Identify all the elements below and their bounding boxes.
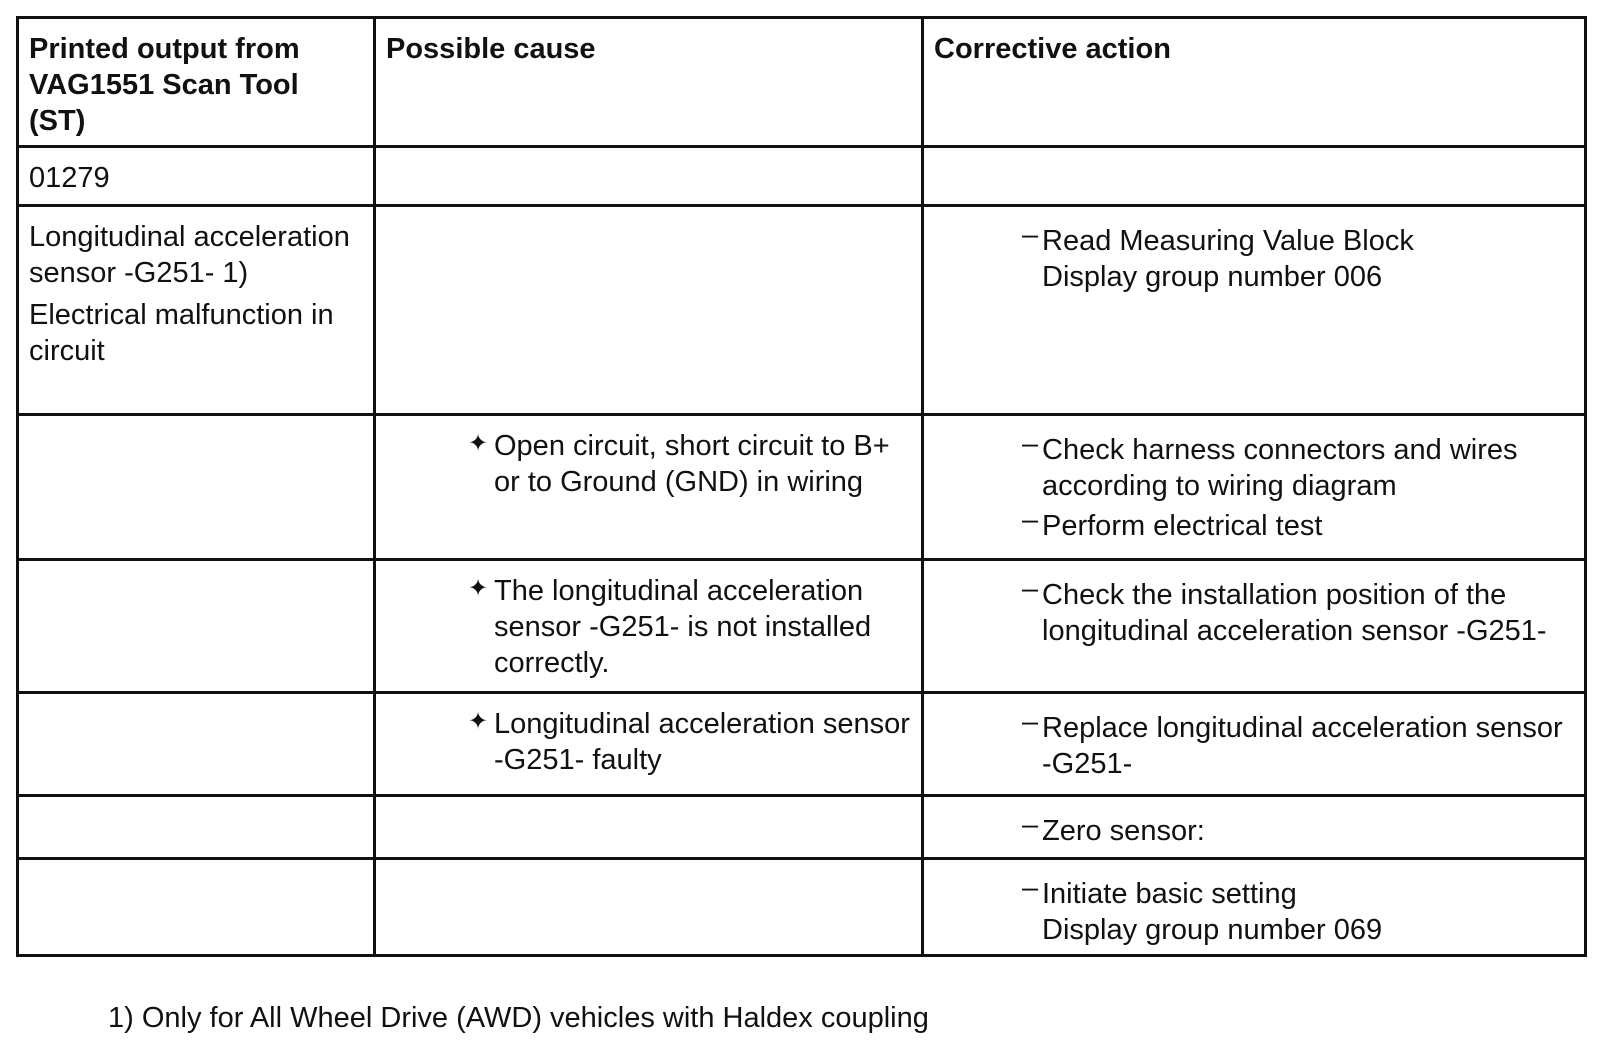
cause-cell <box>375 206 923 415</box>
cause-cell <box>375 796 923 859</box>
cause-item <box>386 428 911 500</box>
action-subtext: Display group number 069 <box>1042 914 1383 946</box>
header-corrective-action: Corrective action <box>923 18 1586 147</box>
output-cell <box>18 859 375 956</box>
output-cell <box>18 206 375 415</box>
action-cell <box>923 560 1586 693</box>
bullet-marker: ✦ <box>468 708 489 735</box>
dash-marker: – <box>1022 219 1039 251</box>
action-item <box>934 428 1574 504</box>
cause-cell <box>375 859 923 956</box>
action-item <box>934 573 1574 649</box>
action-text: Replace longitudinal acceleration sensor -G251- <box>1042 712 1563 780</box>
action-cell <box>923 206 1586 415</box>
table-row <box>18 796 1586 859</box>
action-text: Read Measuring Value Block <box>1042 225 1414 257</box>
dash-marker: – <box>1022 872 1039 904</box>
cause-cell <box>375 147 923 206</box>
dash-marker: – <box>1022 573 1039 605</box>
table-row <box>18 560 1586 693</box>
header-printed-output: Printed output from VAG1551 Scan Tool (ST) <box>18 18 375 147</box>
header-row <box>18 18 1586 147</box>
action-text: Zero sensor: <box>1042 815 1205 847</box>
action-cell <box>923 693 1586 796</box>
bullet-marker: ✦ <box>468 430 489 457</box>
action-text: Check harness connectors and wires according to wiring diagram <box>1042 434 1518 502</box>
action-item <box>934 809 1574 849</box>
action-text: Check the installation position of the longitudinal acceleration sensor -G251- <box>1042 579 1547 647</box>
fault-code-table <box>16 16 1587 957</box>
footnote: 1) Only for All Wheel Drive (AWD) vehicles with Haldex coupling <box>108 1002 929 1034</box>
cause-item <box>386 706 911 778</box>
header-possible-cause: Possible cause <box>375 18 923 147</box>
output-cell <box>18 693 375 796</box>
cause-cell <box>375 560 923 693</box>
output-cell <box>18 415 375 560</box>
output-cell <box>18 796 375 859</box>
table-row <box>18 859 1586 956</box>
action-text: Perform electrical test <box>1042 510 1323 542</box>
cause-cell <box>375 693 923 796</box>
action-text: Initiate basic setting <box>1042 878 1297 910</box>
action-cell <box>923 415 1586 560</box>
dash-marker: – <box>1022 706 1039 738</box>
fault-type: Electrical malfunction in circuit <box>29 299 334 367</box>
action-cell <box>923 796 1586 859</box>
table-row <box>18 147 1586 206</box>
fault-description: Longitudinal acceleration sensor -G251- 1) <box>29 221 350 289</box>
action-item <box>934 504 1574 544</box>
table-row <box>18 693 1586 796</box>
cause-text: The longitudinal acceleration sensor -G251- is not installed correctly. <box>494 575 872 679</box>
action-cell <box>923 147 1586 206</box>
dash-marker: – <box>1022 428 1039 460</box>
action-item <box>934 872 1574 948</box>
action-item <box>934 219 1574 295</box>
table-row <box>18 415 1586 560</box>
cause-text: Longitudinal acceleration sensor -G251- faulty <box>494 708 910 776</box>
bullet-marker: ✦ <box>468 575 489 602</box>
action-item <box>934 706 1574 782</box>
output-cell <box>18 147 375 206</box>
table-row <box>18 206 1586 415</box>
cause-text: Open circuit, short circuit to B+ or to Ground (GND) in wiring <box>494 430 890 498</box>
action-cell <box>923 859 1586 956</box>
output-cell <box>18 560 375 693</box>
action-subtext: Display group number 006 <box>1042 261 1383 293</box>
fault-code: 01279 <box>29 162 110 194</box>
dash-marker: – <box>1022 809 1039 841</box>
cause-cell <box>375 415 923 560</box>
dash-marker: – <box>1022 504 1039 536</box>
cause-item <box>386 573 911 681</box>
